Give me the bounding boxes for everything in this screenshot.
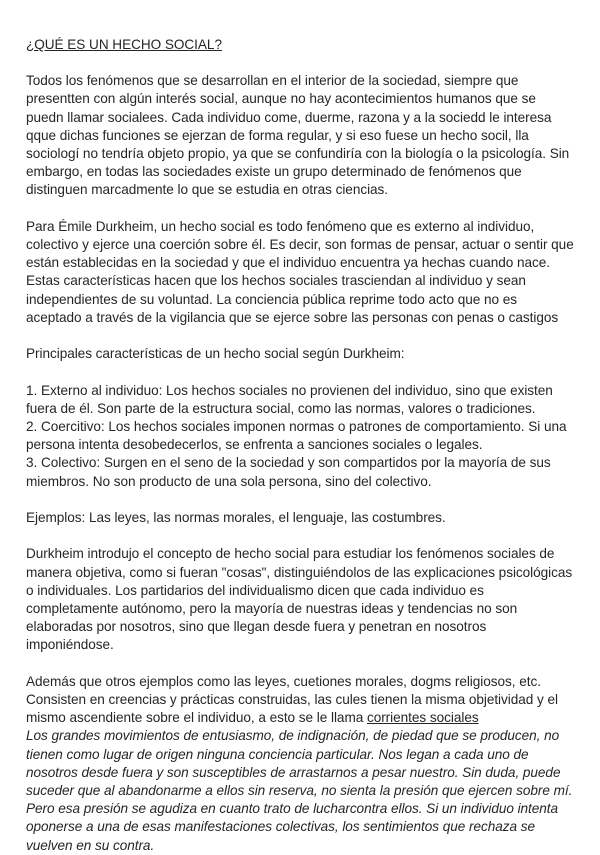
list-item-coercitivo: 2. Coercitivo: Los hechos sociales imponen normas o patrones de comportamiento. Si una persona intenta desobedecerlos, se enfrenta a sanciones sociales o legales. (26, 419, 567, 453)
paragraph-social-currents-text: Además que otros ejemplos como las leyes, cuetiones morales, dogms religiosos, etc. Consisten en creencias y prácticas construidas, las cules tienen la misma objetividad y el mismo ascendiente sobre el individuo, a esto se le llama (26, 673, 558, 726)
durkheim-quote: Los grandes movimientos de entusiasmo, de indignación, de piedad que se producen, no tienen como lugar de origen ninguna conciencia particular. Nos legan a cada uno de nosotros desde fuera y son susceptibles de arrastarnos a pesar nuestro. Sin duda, puede suceder que al abandonarme a ellos sin reserva, no sienta la presión que ejercen sobre mí. Pero esa presión se agudiza en cuanto trato de lucharcontra ellos. Si un individuo intenta oponerse a una de esas manifestaciones colectivas, los sentimientos que rechaza se vuelven en su contra. (26, 728, 573, 853)
list-item-colectivo: 3. Colectivo: Surgen en el seno de la sociedad y son compartidos por la mayoría de sus miembros. No son producto de una sola persona, sino del colectivo. (26, 455, 551, 489)
document-title: ¿QUÉ ES UN HECHO SOCIAL? (26, 37, 222, 52)
paragraph-durkheim-definition: Para Émile Durkheim, un hecho social es todo fenómeno que es externo al individuo, colectivo y ejerce una coerción sobre él. Es decir, son formas de pensar, actuar o sentir que están establecidas en la sociedad y que el individuo encuentra ya hechas cuando nace. Estas características hacen que los hechos sociales trasciendan al individuo y sean independientes de su voluntad. La conciencia pública reprime todo acto que no es aceptado a través de la vigilancia que se ejerce sobre las personas con penas o castigos (26, 218, 574, 325)
examples-line: Ejemplos: Las leyes, las normas morales, el lenguaje, las costumbres. (26, 510, 446, 526)
paragraph-intro: Todos los fenómenos que se desarrollan en el interior de la sociedad, siempre que presentten con algún interés social, aunque no hay acontecimientos humanos que se puedn llamar socialees. Cada individuo come, duerme, razona y a la sociedd le interesa qque dichas funciones se ejerzan de forma regular, y si eso fuese un hecho socil, lla sociologí no tendría objeto propio, ya que se confundiría con la biología o la psicología. Sin embargo, en todas las sociedades existe un grupo determinado de fenómenos que distinguen marcadmente lo que se estudia en otras ciencias. (26, 73, 570, 198)
corrientes-sociales-link[interactable]: corrientes sociales (366, 710, 479, 726)
list-intro: Principales características de un hecho social según Durkheim: (26, 346, 405, 362)
list-item-externo: 1. Externo al individuo: Los hechos sociales no provienen del individuo, sino que existen fuera de él. Son parte de la estructura social, como las normas, valores o tradiciones. (26, 382, 553, 416)
characteristics-list (26, 382, 574, 491)
paragraph-social-currents (26, 673, 574, 728)
paragraph-objectivity: Durkheim introdujo el concepto de hecho social para estudiar los fenómenos sociales de manera objetiva, como si fueran "cosas", distinguiéndolos de las explicaciones psicológicas o individuales. Los partidarios del individualismo dicen que cada individuo es completamente autónomo, pero la mayoría de nuestras ideas y tendencias no son elaboradas por nosotros, sino que llegan desde fuera y penetran en nosotros imponiéndose. (26, 546, 573, 653)
